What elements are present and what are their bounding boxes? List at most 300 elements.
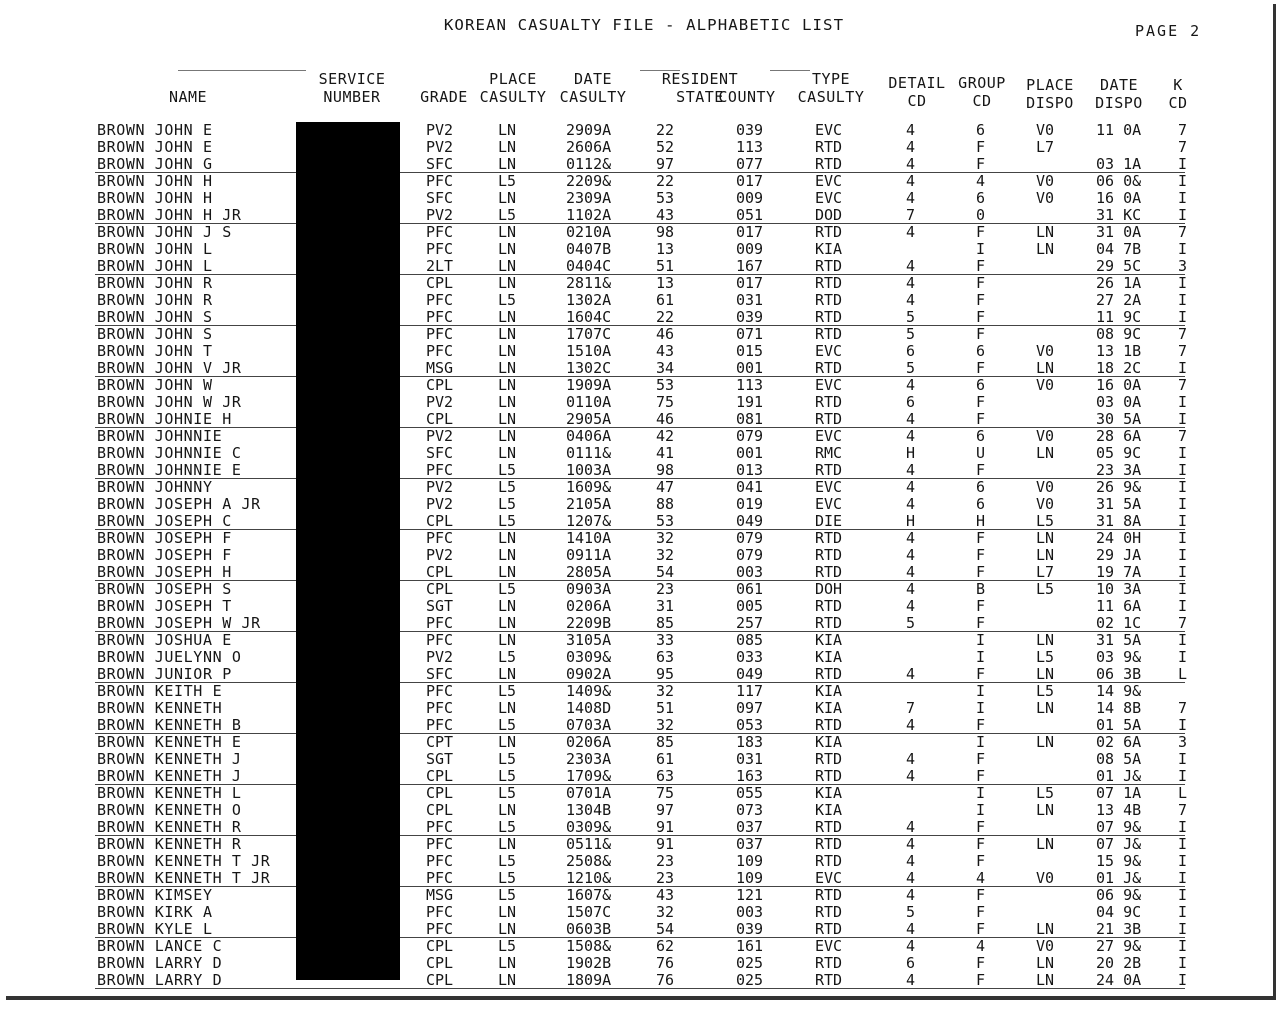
row-grade: 2LT (426, 257, 454, 275)
row-name: BROWN KIMSEY (97, 886, 213, 904)
row-date-dispo: 04 9C (1096, 903, 1142, 921)
row-detail-cd: 4 (906, 920, 916, 938)
row-date-dispo: 26 9& (1096, 478, 1142, 496)
row-grade: PFC (426, 308, 454, 326)
row-place-casualty: L5 (498, 291, 517, 309)
row-detail-cd: 4 (906, 835, 916, 853)
table-row (0, 139, 1288, 156)
row-grade: MSG (426, 359, 454, 377)
row-detail-cd: 4 (906, 852, 916, 870)
header-detail-cd: DETAIL CD (888, 74, 946, 110)
row-name: BROWN JOHN W JR (97, 393, 242, 411)
row-k-cd: I (1178, 597, 1188, 615)
row-detail-cd: 4 (906, 376, 916, 394)
row-grade: CPT (426, 733, 454, 751)
row-date-dispo: 11 9C (1096, 308, 1142, 326)
table-row (95, 206, 1188, 224)
row-place-casualty: L5 (498, 869, 517, 887)
row-type-casualty: EVC (815, 121, 843, 139)
row-name: BROWN JOHN L (97, 257, 213, 275)
row-place-casualty: L5 (498, 784, 517, 802)
row-type-casualty: KIA (815, 801, 843, 819)
row-type-casualty: KIA (815, 682, 843, 700)
row-place-casualty: LN (498, 155, 517, 173)
row-group-cd: F (976, 155, 986, 173)
header-date-casualty: DATE CASULTY (559, 70, 627, 106)
row-date-casualty: 0603B (566, 920, 612, 938)
row-group-cd: I (976, 733, 986, 751)
row-k-cd: I (1178, 172, 1188, 190)
row-place-casualty: L5 (498, 767, 517, 785)
row-grade: CPL (426, 801, 454, 819)
row-type-casualty: RTD (815, 138, 843, 156)
row-group-cd: 6 (976, 121, 986, 139)
row-place-dispo: LN (1036, 699, 1055, 717)
row-grade: CPL (426, 274, 454, 292)
row-place-casualty: LN (498, 444, 517, 462)
row-date-casualty: 2508& (566, 852, 612, 870)
row-state: 47 (656, 478, 675, 496)
row-k-cd: 7 (1178, 376, 1188, 394)
row-state: 22 (656, 308, 675, 326)
row-place-casualty: L5 (498, 750, 517, 768)
row-grade: PV2 (426, 648, 454, 666)
row-name: BROWN JOHN R (97, 291, 213, 309)
row-grade: PV2 (426, 495, 454, 513)
row-grade: PFC (426, 325, 454, 343)
row-name: BROWN JOHNNIE (97, 427, 223, 445)
row-type-casualty: RTD (815, 852, 843, 870)
row-group-cd: F (976, 291, 986, 309)
row-grade: CPL (426, 971, 454, 989)
row-state: 51 (656, 257, 675, 275)
table-row (0, 802, 1288, 819)
row-name: BROWN JOHN V JR (97, 359, 242, 377)
row-detail-cd: 7 (906, 206, 916, 224)
row-type-casualty: RTD (815, 665, 843, 683)
row-name: BROWN JOSEPH A JR (97, 495, 261, 513)
table-row (0, 173, 1288, 190)
row-date-casualty: 0406A (566, 427, 612, 445)
row-date-dispo: 29 5C (1096, 257, 1142, 275)
row-type-casualty: RMC (815, 444, 843, 462)
row-group-cd: 4 (976, 172, 986, 190)
row-type-casualty: RTD (815, 325, 843, 343)
row-grade: PV2 (426, 427, 454, 445)
table-row (0, 275, 1288, 292)
row-date-dispo: 01 J& (1096, 869, 1142, 887)
row-date-dispo: 15 9& (1096, 852, 1142, 870)
row-county: 257 (736, 614, 764, 632)
row-k-cd: 7 (1178, 427, 1188, 445)
row-date-casualty: 0206A (566, 733, 612, 751)
row-date-dispo: 11 6A (1096, 597, 1142, 615)
table-row (0, 955, 1288, 972)
row-grade: SFC (426, 444, 454, 462)
row-group-cd: I (976, 784, 986, 802)
row-name: BROWN JUELYNN O (97, 648, 242, 666)
row-name: BROWN JOHN J S (97, 223, 232, 241)
row-type-casualty: EVC (815, 478, 843, 496)
row-county: 001 (736, 359, 764, 377)
row-detail-cd: 4 (906, 155, 916, 173)
row-place-casualty: LN (498, 954, 517, 972)
row-k-cd: I (1178, 444, 1188, 462)
row-place-dispo: LN (1036, 631, 1055, 649)
row-date-casualty: 1302C (566, 359, 612, 377)
row-state: 54 (656, 563, 675, 581)
row-k-cd: I (1178, 937, 1188, 955)
row-state: 42 (656, 427, 675, 445)
row-k-cd: I (1178, 529, 1188, 547)
row-date-dispo: 02 1C (1096, 614, 1142, 632)
row-county: 037 (736, 818, 764, 836)
row-county: 005 (736, 597, 764, 615)
row-group-cd: F (976, 954, 986, 972)
row-date-casualty: 0511& (566, 835, 612, 853)
row-grade: PFC (426, 631, 454, 649)
row-date-dispo: 13 4B (1096, 801, 1142, 819)
row-place-casualty: L5 (498, 716, 517, 734)
row-group-cd: F (976, 529, 986, 547)
row-group-cd: F (976, 767, 986, 785)
row-place-casualty: LN (498, 733, 517, 751)
row-county: 031 (736, 291, 764, 309)
table-row (0, 530, 1288, 547)
table-row (0, 445, 1288, 462)
row-place-dispo: V0 (1036, 937, 1055, 955)
row-name: BROWN JUNIOR P (97, 665, 232, 683)
row-county: 061 (736, 580, 764, 598)
row-date-casualty: 2606A (566, 138, 612, 156)
row-k-cd: I (1178, 852, 1188, 870)
row-place-casualty: LN (498, 529, 517, 547)
row-k-cd: I (1178, 886, 1188, 904)
row-county: 009 (736, 189, 764, 207)
row-place-casualty: LN (498, 189, 517, 207)
row-detail-cd: 4 (906, 257, 916, 275)
row-name: BROWN JOHNIE H (97, 410, 232, 428)
row-place-dispo: L7 (1036, 138, 1055, 156)
row-detail-cd: 5 (906, 903, 916, 921)
row-group-cd: F (976, 410, 986, 428)
row-name: BROWN JOSEPH H (97, 563, 232, 581)
row-date-casualty: 1604C (566, 308, 612, 326)
table-row (95, 920, 1188, 938)
row-k-cd: 3 (1178, 733, 1188, 751)
row-type-casualty: KIA (815, 240, 843, 258)
row-state: 23 (656, 852, 675, 870)
row-detail-cd: 4 (906, 971, 916, 989)
row-state: 13 (656, 274, 675, 292)
row-detail-cd: H (906, 512, 916, 530)
row-state: 46 (656, 410, 675, 428)
row-group-cd: F (976, 461, 986, 479)
row-place-casualty: LN (498, 631, 517, 649)
header-place-casualty: PLACE CASULTY (479, 70, 547, 106)
row-detail-cd: 6 (906, 342, 916, 360)
row-place-casualty: LN (498, 835, 517, 853)
row-detail-cd: 5 (906, 308, 916, 326)
row-k-cd: 7 (1178, 614, 1188, 632)
row-grade: SFC (426, 665, 454, 683)
row-date-casualty: 1207& (566, 512, 612, 530)
table-row (0, 649, 1288, 666)
row-name: BROWN JOSHUA E (97, 631, 232, 649)
row-k-cd: 7 (1178, 699, 1188, 717)
table-row (0, 394, 1288, 411)
row-date-casualty: 1809A (566, 971, 612, 989)
row-grade: PV2 (426, 478, 454, 496)
row-place-casualty: L5 (498, 512, 517, 530)
table-row (0, 632, 1288, 649)
row-place-casualty: LN (498, 563, 517, 581)
row-group-cd: 6 (976, 342, 986, 360)
row-state: 61 (656, 291, 675, 309)
row-date-dispo: 31 5A (1096, 495, 1142, 513)
row-grade: CPL (426, 580, 454, 598)
row-state: 98 (656, 223, 675, 241)
row-name: BROWN KENNETH J (97, 750, 242, 768)
row-place-casualty: L5 (498, 682, 517, 700)
header-place-dispo: PLACE DISPO (1026, 76, 1074, 112)
table-row (95, 359, 1188, 377)
row-grade: PV2 (426, 206, 454, 224)
row-date-casualty: 2209B (566, 614, 612, 632)
row-place-dispo: L5 (1036, 580, 1055, 598)
row-date-dispo: 27 2A (1096, 291, 1142, 309)
row-grade: SFC (426, 155, 454, 173)
row-state: 43 (656, 886, 675, 904)
row-county: 039 (736, 121, 764, 139)
table-row (95, 512, 1188, 530)
row-date-casualty: 0902A (566, 665, 612, 683)
row-k-cd: I (1178, 478, 1188, 496)
row-date-dispo: 07 1A (1096, 784, 1142, 802)
table-row (0, 326, 1288, 343)
row-name: BROWN KENNETH B (97, 716, 242, 734)
row-county: 077 (736, 155, 764, 173)
row-grade: PFC (426, 716, 454, 734)
row-place-casualty: L5 (498, 172, 517, 190)
row-state: 22 (656, 121, 675, 139)
row-place-casualty: LN (498, 699, 517, 717)
row-detail-cd: 4 (906, 546, 916, 564)
table-row (0, 496, 1288, 513)
row-group-cd: F (976, 546, 986, 564)
row-name: BROWN JOSEPH T (97, 597, 232, 615)
row-k-cd: I (1178, 954, 1188, 972)
row-date-casualty: 0309& (566, 818, 612, 836)
row-place-casualty: LN (498, 393, 517, 411)
row-county: 079 (736, 427, 764, 445)
row-date-dispo: 07 9& (1096, 818, 1142, 836)
row-type-casualty: RTD (815, 308, 843, 326)
row-date-dispo: 06 0& (1096, 172, 1142, 190)
row-place-casualty: L5 (498, 937, 517, 955)
row-grade: PFC (426, 614, 454, 632)
row-name: BROWN LANCE C (97, 937, 223, 955)
row-k-cd: 7 (1178, 325, 1188, 343)
row-date-dispo: 21 3B (1096, 920, 1142, 938)
row-type-casualty: DOH (815, 580, 843, 598)
row-type-casualty: RTD (815, 971, 843, 989)
row-grade: PFC (426, 835, 454, 853)
row-state: 13 (656, 240, 675, 258)
row-county: 049 (736, 665, 764, 683)
table-row (0, 343, 1288, 360)
row-name: BROWN JOHNNIE C (97, 444, 242, 462)
table-row (0, 734, 1288, 751)
row-group-cd: F (976, 835, 986, 853)
row-date-casualty: 1510A (566, 342, 612, 360)
table-row (0, 785, 1288, 802)
row-type-casualty: RTD (815, 546, 843, 564)
row-type-casualty: RTD (815, 393, 843, 411)
row-name: BROWN KENNETH O (97, 801, 242, 819)
row-place-casualty: L5 (498, 495, 517, 513)
row-place-dispo: LN (1036, 546, 1055, 564)
table-row (95, 461, 1188, 479)
row-state: 32 (656, 716, 675, 734)
row-k-cd: I (1178, 580, 1188, 598)
row-type-casualty: EVC (815, 172, 843, 190)
redaction-bar (296, 122, 400, 980)
row-state: 88 (656, 495, 675, 513)
row-county: 183 (736, 733, 764, 751)
row-state: 63 (656, 648, 675, 666)
row-date-dispo: 24 0A (1096, 971, 1142, 989)
row-date-dispo: 05 9C (1096, 444, 1142, 462)
row-county: 117 (736, 682, 764, 700)
table-row (95, 563, 1188, 581)
row-place-casualty: LN (498, 240, 517, 258)
row-state: 85 (656, 614, 675, 632)
row-detail-cd: 4 (906, 172, 916, 190)
row-type-casualty: RTD (815, 274, 843, 292)
row-state: 51 (656, 699, 675, 717)
row-name: BROWN KENNETH R (97, 818, 242, 836)
row-detail-cd: 4 (906, 869, 916, 887)
row-detail-cd: 5 (906, 325, 916, 343)
row-k-cd: 3 (1178, 257, 1188, 275)
row-type-casualty: RTD (815, 818, 843, 836)
row-date-dispo: 16 0A (1096, 376, 1142, 394)
row-county: 109 (736, 852, 764, 870)
row-name: BROWN KENNETH T JR (97, 869, 271, 887)
row-date-casualty: 0206A (566, 597, 612, 615)
row-k-cd: I (1178, 393, 1188, 411)
row-state: 62 (656, 937, 675, 955)
row-name: BROWN JOHNNIE E (97, 461, 242, 479)
row-k-cd: I (1178, 903, 1188, 921)
header-grade: GRADE (420, 88, 468, 106)
header-resident-county: COUNTY (718, 88, 776, 106)
row-type-casualty: RTD (815, 461, 843, 479)
row-grade: PV2 (426, 121, 454, 139)
row-county: 191 (736, 393, 764, 411)
row-name: BROWN JOHN W (97, 376, 213, 394)
row-type-casualty: KIA (815, 631, 843, 649)
row-date-casualty: 0210A (566, 223, 612, 241)
row-detail-cd: 4 (906, 138, 916, 156)
row-group-cd: F (976, 359, 986, 377)
row-detail-cd: 4 (906, 716, 916, 734)
row-place-dispo: V0 (1036, 478, 1055, 496)
row-county: 039 (736, 920, 764, 938)
table-row (95, 410, 1188, 428)
table-row (0, 836, 1288, 853)
row-group-cd: H (976, 512, 986, 530)
row-k-cd: I (1178, 359, 1188, 377)
row-group-cd: F (976, 818, 986, 836)
row-place-casualty: LN (498, 546, 517, 564)
row-name: BROWN JOSEPH C (97, 512, 232, 530)
table-row (95, 308, 1188, 326)
row-date-dispo: 28 6A (1096, 427, 1142, 445)
table-row (0, 700, 1288, 717)
row-date-casualty: 1508& (566, 937, 612, 955)
row-place-casualty: L5 (498, 852, 517, 870)
header-service-number: SERVICE NUMBER (318, 70, 386, 106)
table-row (0, 887, 1288, 904)
row-name: BROWN LARRY D (97, 971, 223, 989)
row-place-dispo: L5 (1036, 512, 1055, 530)
row-type-casualty: RTD (815, 750, 843, 768)
row-detail-cd: 5 (906, 359, 916, 377)
row-date-casualty: 2909A (566, 121, 612, 139)
row-county: 097 (736, 699, 764, 717)
row-state: 85 (656, 733, 675, 751)
table-row (0, 479, 1288, 496)
row-k-cd: I (1178, 495, 1188, 513)
row-name: BROWN JOHN H (97, 189, 213, 207)
row-place-dispo: V0 (1036, 172, 1055, 190)
row-type-casualty: RTD (815, 954, 843, 972)
row-place-casualty: LN (498, 427, 517, 445)
row-grade: PFC (426, 223, 454, 241)
row-date-dispo: 01 5A (1096, 716, 1142, 734)
row-date-dispo: 18 2C (1096, 359, 1142, 377)
row-place-dispo: LN (1036, 223, 1055, 241)
table-row (0, 581, 1288, 598)
row-date-casualty: 0112& (566, 155, 612, 173)
table-row (0, 683, 1288, 700)
row-place-casualty: LN (498, 614, 517, 632)
header-date-dispo: DATE DISPO (1095, 76, 1143, 112)
row-date-dispo: 08 9C (1096, 325, 1142, 343)
row-k-cd: I (1178, 512, 1188, 530)
row-place-dispo: L5 (1036, 682, 1055, 700)
row-detail-cd: 4 (906, 495, 916, 513)
row-county: 041 (736, 478, 764, 496)
row-county: 051 (736, 206, 764, 224)
row-grade: CPL (426, 376, 454, 394)
row-detail-cd: 4 (906, 121, 916, 139)
row-grade: PFC (426, 240, 454, 258)
row-type-casualty: EVC (815, 495, 843, 513)
row-detail-cd: 4 (906, 410, 916, 428)
row-state: 76 (656, 971, 675, 989)
row-state: 33 (656, 631, 675, 649)
row-county: 081 (736, 410, 764, 428)
row-county: 037 (736, 835, 764, 853)
row-k-cd: I (1178, 410, 1188, 428)
row-place-casualty: LN (498, 597, 517, 615)
row-state: 91 (656, 818, 675, 836)
row-name: BROWN KENNETH J (97, 767, 242, 785)
row-k-cd: I (1178, 767, 1188, 785)
